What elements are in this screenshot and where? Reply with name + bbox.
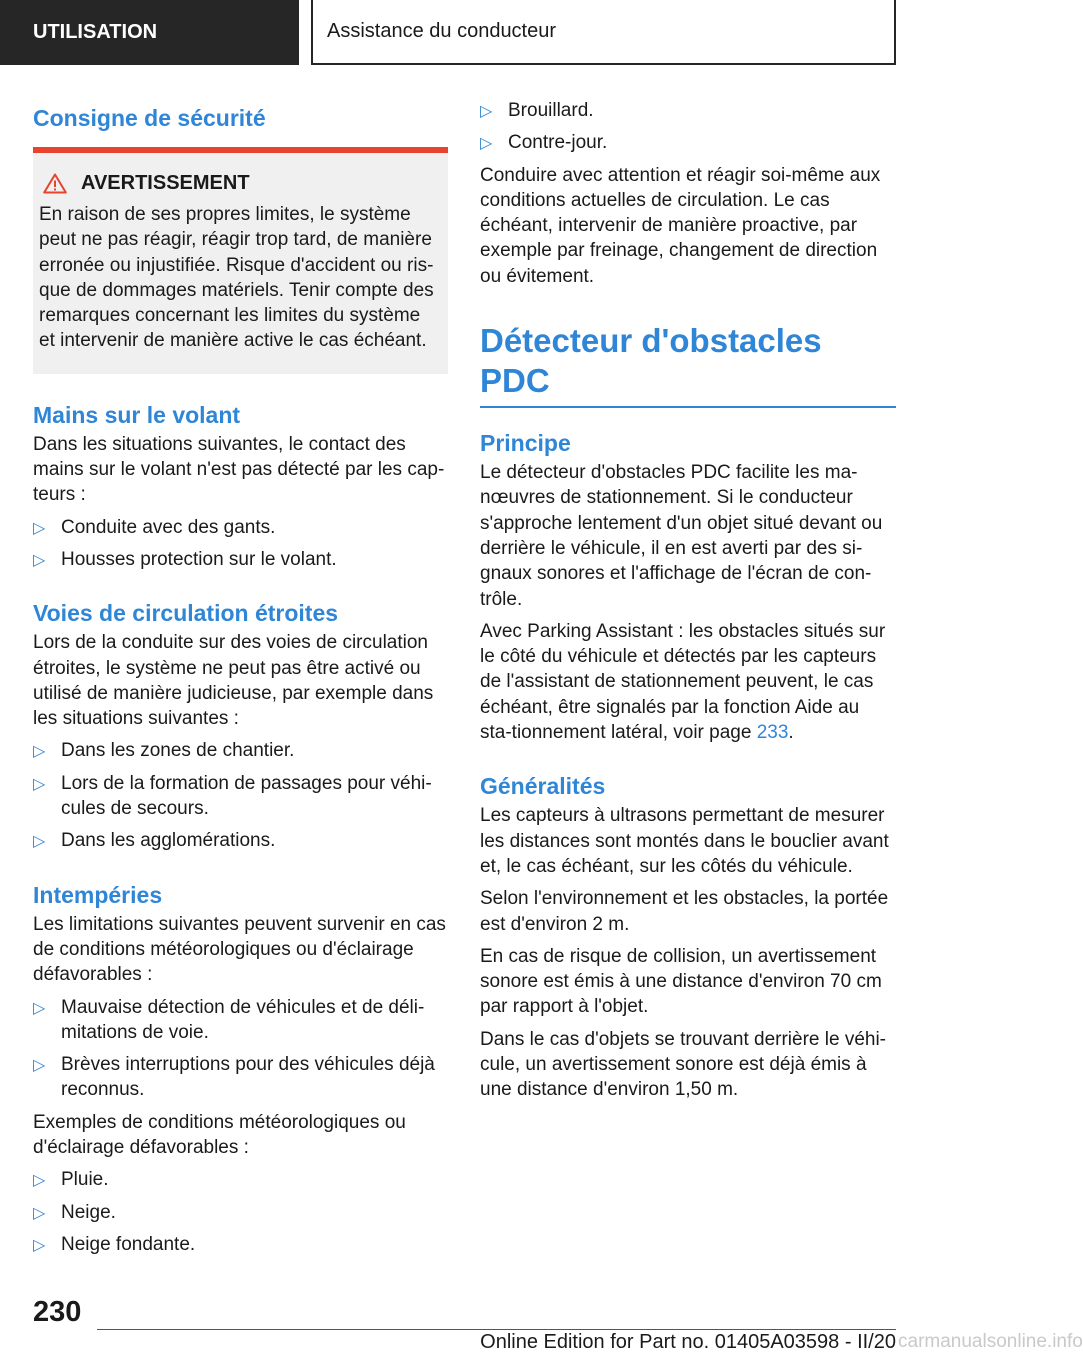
bullet-icon: ▷	[33, 1057, 46, 1075]
page-link[interactable]: 233	[756, 722, 789, 744]
bullet-icon: ▷	[480, 135, 493, 153]
bullet-icon: ▷	[33, 551, 46, 569]
bullet-icon: ▷	[33, 519, 46, 537]
warning-text: En raison de ses propres limites, le système peut ne pas réagir, réagir trop tard, de manière erronée ou injustifiée. Risque d'accident ou ris-que de dommages matériels. Tenir compte des remarques concernant les limites du système et intervenir de manière active le cas échéant.	[39, 204, 434, 352]
list-item: ▷ Neige fondante.	[33, 1232, 448, 1257]
general-text-4: Dans le cas d'objets se trouvant derrière le véhi-cule, un avertissement sonore est déjà émis à une distance d'environ 1,50 m.	[480, 1028, 886, 1101]
weather-heading: Intempéries	[33, 881, 163, 908]
caution-text: Conduire avec attention et réagir soi-même aux conditions actuelles de circulation. Le cas échéant, intervenir de manière proactive, par exemple par freinage, changement de direction ou évitement.	[480, 164, 881, 287]
narrow-lanes-list	[33, 738, 448, 853]
bullet-icon: ▷	[33, 1236, 46, 1254]
weather-intro: Les limitations suivantes peuvent survenir en cas de conditions météorologiques ou d'éclairage défavorables :	[33, 913, 446, 986]
weather-examples-list	[33, 1167, 448, 1257]
hands-heading: Mains sur le volant	[33, 401, 241, 428]
left-column	[33, 98, 448, 1264]
list-item: ▷ Dans les zones de chantier.	[33, 738, 448, 763]
list-item: ▷ Housses protection sur le volant.	[33, 547, 448, 572]
list-item: ▷ Brouillard.	[480, 98, 896, 123]
list-item: ▷ Pluie.	[33, 1167, 448, 1192]
list-item: ▷ Brèves interruptions pour des véhicules déjà reconnus.	[33, 1054, 435, 1101]
warning-box	[33, 147, 448, 374]
list-item: ▷ Mauvaise détection de véhicules et de déli-mitations de voie.	[33, 996, 425, 1043]
principle-text: Le détecteur d'obstacles PDC facilite les ma-nœuvres de stationnement. Si le conducteur s'approche lentement d'un objet situé devant ou derrière le véhicule, il en est averti par des si-gnaux sonores et l'affichage de l'écran de con-trôle.	[480, 462, 883, 610]
list-item: ▷ Lors de la formation de passages pour véhi-cules de secours.	[33, 772, 432, 820]
weather-list	[33, 995, 448, 1103]
warning-title	[39, 170, 440, 196]
bullet-icon: ▷	[33, 743, 46, 761]
list-item: ▷ Dans les agglomérations.	[33, 828, 448, 853]
general-text-2: Selon l'environnement et les obstacles, la portée est d'environ 2 m.	[480, 888, 889, 935]
general-heading: Généralités	[480, 773, 606, 800]
list-item: ▷ Conduite avec des gants.	[33, 515, 448, 540]
safety-heading: Consigne de sécurité	[33, 105, 266, 131]
parking-assistant-text: Avec Parking Assistant : les obstacles situés sur le côté du véhicule et détectés par les capteurs de l'assistant de stationnement peuvent, le cas échéant, être signalés par la fonction Aide au sta-tionnement latéral, voir page 233.	[480, 620, 886, 744]
narrow-lanes-heading: Voies de circulation étroites	[33, 600, 339, 627]
edition-info: Online Edition for Part no. 01405A03598 - II/20	[480, 1331, 896, 1353]
watermark: carmanualsonline.info	[898, 1331, 1083, 1352]
list-item: ▷ Contre-jour.	[480, 130, 896, 155]
list-item: ▷ Neige.	[33, 1200, 448, 1225]
bullet-icon: ▷	[33, 1172, 46, 1190]
general-text-3: En cas de risque de collision, un avertissement sonore est émis à une distance d'environ 70 cm par rapport à l'objet.	[480, 945, 882, 1018]
bullet-icon: ▷	[33, 833, 46, 851]
bullet-icon: ▷	[480, 103, 493, 120]
warning-label: AVERTISSEMENT	[81, 172, 250, 194]
bullet-icon: ▷	[33, 775, 46, 793]
principle-heading: Principe	[480, 430, 571, 457]
chapter-tab: Assistance du conducteur	[311, 0, 896, 65]
page-number: 230	[33, 1296, 82, 1328]
general-text-1: Les capteurs à ultrasons permettant de mesurer les distances sont montés dans le bouclier avant et, le cas échéant, sur les côtés du véhicule.	[480, 805, 889, 877]
bullet-icon: ▷	[33, 1204, 46, 1222]
weather-examples-continued	[480, 98, 896, 156]
pdc-heading: Détecteur d'obstacles PDC	[480, 321, 896, 408]
narrow-lanes-intro: Lors de la conduite sur des voies de circulation étroites, le système ne peut pas être activé ou utilisé de manière judicieuse, par exemple dans les situations suivantes :	[33, 632, 434, 730]
weather-examples-intro: Exemples de conditions météorologiques ou d'éclairage défavorables :	[33, 1111, 406, 1159]
bullet-icon: ▷	[33, 999, 46, 1017]
footer-divider	[97, 1329, 896, 1330]
warning-triangle-icon	[43, 173, 67, 194]
hands-intro: Dans les situations suivantes, le contact des mains sur le volant n'est pas détecté par les cap-teurs :	[33, 433, 445, 506]
section-tab: UTILISATION	[0, 0, 299, 65]
right-column	[480, 98, 896, 1110]
hands-list	[33, 515, 448, 573]
